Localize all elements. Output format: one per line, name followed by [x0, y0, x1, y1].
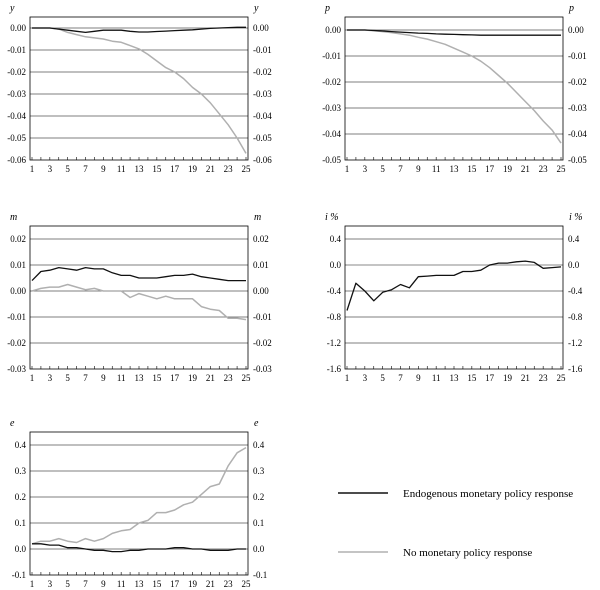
panel-1-xtick-label: 19	[188, 164, 197, 174]
panel-4-variable-label-right: i %	[569, 212, 583, 223]
panel-3-variable-label-left: m	[10, 212, 18, 223]
panel-2-xtick-label: 9	[416, 164, 421, 174]
panel-3-frame	[30, 226, 248, 369]
panel-2-series-endogenous	[347, 30, 561, 35]
panel-4-xtick-label: 13	[449, 373, 459, 383]
panel-2-xtick-label: 23	[538, 164, 548, 174]
panel-3-xtick-label: 21	[205, 373, 215, 383]
panel-1-ytick-left: -0.05	[7, 133, 26, 143]
panel-3	[7, 212, 272, 383]
panel-3-xtick-label: 3	[47, 373, 53, 383]
panel-1-ytick-right: -0.04	[253, 111, 272, 121]
panel-2-variable-label-left: p	[325, 3, 330, 14]
panel-3-series-no-policy	[32, 285, 246, 320]
panel-2-ytick-left: -0.01	[322, 51, 341, 61]
panel-5-ytick-left: 0.0	[14, 544, 26, 554]
panel-1	[7, 3, 272, 174]
panel-4-xtick-label: 7	[398, 373, 403, 383]
panel-1-xtick-label: 17	[170, 164, 180, 174]
panel-3-ytick-left: 0.00	[10, 286, 26, 296]
panel-1-variable-label-left: y	[10, 3, 15, 14]
panel-2-xtick-label: 21	[520, 164, 530, 174]
panel-4-xtick-label: 3	[362, 373, 368, 383]
panel-4-ytick-left: -0.4	[326, 286, 341, 296]
panel-5-xtick-label: 25	[241, 579, 251, 589]
panel-1-variable-label-right: y	[254, 3, 259, 14]
panel-3-xtick-label: 5	[65, 373, 70, 383]
panel-5-ytick-left: 0.4	[14, 440, 26, 450]
panel-5-xtick-label: 7	[83, 579, 88, 589]
panel-1-xtick-label: 1	[29, 164, 35, 174]
panel-1-xtick-label: 11	[116, 164, 126, 174]
panel-2-xtick-label: 17	[485, 164, 495, 174]
panel-3-ytick-right: -0.01	[253, 312, 272, 322]
panel-5-series-endogenous	[32, 544, 246, 552]
panel-1-ytick-left: -0.02	[7, 67, 26, 77]
panel-1-xtick-label: 23	[223, 164, 233, 174]
panel-5-ytick-left: 0.3	[14, 466, 26, 476]
panel-3-xtick-label: 23	[223, 373, 233, 383]
panel-3-ytick-right: -0.02	[253, 338, 272, 348]
panel-5-variable-label-right: e	[254, 418, 259, 429]
panel-1-xtick-label: 9	[101, 164, 106, 174]
panel-1-ytick-right: -0.02	[253, 67, 272, 77]
panel-5-ytick-right: 0.1	[253, 518, 265, 528]
panel-4-xtick-label: 19	[503, 373, 512, 383]
panel-2-series-no-policy	[347, 30, 561, 143]
panel-1-ytick-left: -0.06	[7, 155, 26, 165]
panel-5-ytick-right: -0.1	[253, 570, 268, 580]
panel-2-xtick-label: 15	[467, 164, 477, 174]
panel-1-xtick-label: 3	[47, 164, 53, 174]
panel-3-xtick-label: 25	[241, 373, 251, 383]
panel-5-xtick-label: 1	[29, 579, 35, 589]
panel-2-xtick-label: 19	[503, 164, 512, 174]
panel-4-series-endogenous	[347, 261, 561, 310]
panel-2-ytick-left: -0.02	[322, 77, 341, 87]
panel-5-xtick-label: 9	[101, 579, 106, 589]
panel-5-ytick-right: 0.0	[253, 544, 265, 554]
panel-2-ytick-right: -0.04	[568, 129, 587, 139]
legend	[338, 488, 573, 559]
panel-1-frame	[30, 17, 248, 160]
panel-2-ytick-left: -0.05	[322, 155, 341, 165]
panel-4-ytick-right: 0.4	[568, 234, 580, 244]
panel-2-ytick-left: -0.04	[322, 129, 341, 139]
panel-2-ytick-right: -0.05	[568, 155, 587, 165]
panel-1-ytick-left: 0.00	[10, 23, 26, 33]
panel-3-ytick-left: -0.02	[7, 338, 26, 348]
panel-1-series-no-policy	[32, 28, 246, 153]
panel-5-xtick-label: 13	[134, 579, 144, 589]
panel-4-ytick-left: -1.2	[326, 338, 341, 348]
panel-2-ytick-right: -0.02	[568, 77, 587, 87]
panel-3-ytick-right: 0.00	[253, 286, 269, 296]
panel-5-ytick-right: 0.4	[253, 440, 265, 450]
panel-4-xtick-label: 1	[344, 373, 350, 383]
panel-4-variable-label-left: i %	[325, 212, 339, 223]
panel-1-ytick-right: -0.01	[253, 45, 272, 55]
panel-2-xtick-label: 25	[556, 164, 566, 174]
panel-5-xtick-label: 3	[47, 579, 53, 589]
panel-2-variable-label-right: p	[569, 3, 574, 14]
panel-5-ytick-left: 0.1	[14, 518, 26, 528]
panel-2-xtick-label: 13	[449, 164, 459, 174]
panel-3-xtick-label: 15	[152, 373, 162, 383]
panel-2-xtick-label: 5	[380, 164, 385, 174]
panel-5-xtick-label: 17	[170, 579, 180, 589]
panel-3-xtick-label: 9	[101, 373, 106, 383]
panel-5-frame	[30, 432, 248, 575]
panel-3-xtick-label: 11	[116, 373, 126, 383]
panel-3-xtick-label: 13	[134, 373, 144, 383]
panel-4-ytick-left: -1.6	[326, 364, 341, 374]
panel-3-ytick-right: 0.02	[253, 234, 269, 244]
panel-4-ytick-left: -0.8	[326, 312, 341, 322]
panel-3-xtick-label: 19	[188, 373, 197, 383]
panel-4-xtick-label: 25	[556, 373, 566, 383]
panel-5-xtick-label: 21	[205, 579, 215, 589]
panel-4-ytick-left: 0.4	[329, 234, 341, 244]
panel-3-variable-label-right: m	[254, 212, 262, 223]
panel-5-ytick-right: 0.3	[253, 466, 265, 476]
panel-3-ytick-left: 0.01	[10, 260, 26, 270]
panel-2-xtick-label: 7	[398, 164, 403, 174]
panel-2-xtick-label: 3	[362, 164, 368, 174]
panel-4	[325, 212, 583, 383]
panel-2-xtick-label: 1	[344, 164, 350, 174]
panel-4-xtick-label: 11	[431, 373, 441, 383]
panel-3-ytick-left: 0.02	[10, 234, 26, 244]
panel-2-ytick-left: -0.03	[322, 103, 341, 113]
panel-1-ytick-left: -0.04	[7, 111, 26, 121]
panel-4-ytick-right: -1.2	[568, 338, 583, 348]
panel-4-xtick-label: 5	[380, 373, 385, 383]
panel-1-ytick-right: -0.06	[253, 155, 272, 165]
panel-4-xtick-label: 21	[520, 373, 530, 383]
panel-5-xtick-label: 11	[116, 579, 126, 589]
panel-4-xtick-label: 9	[416, 373, 421, 383]
panel-4-xtick-label: 15	[467, 373, 477, 383]
panel-1-ytick-right: 0.00	[253, 23, 269, 33]
panel-1-xtick-label: 13	[134, 164, 144, 174]
panel-5-xtick-label: 23	[223, 579, 233, 589]
panel-1-ytick-right: -0.03	[253, 89, 272, 99]
legend-label-no-policy: No monetary policy response	[403, 547, 533, 559]
panel-2-ytick-left: 0.00	[325, 25, 341, 35]
panel-1-ytick-right: -0.05	[253, 133, 272, 143]
panel-4-ytick-left: 0.0	[329, 260, 341, 270]
panel-3-series-endogenous	[32, 268, 246, 281]
panel-3-xtick-label: 1	[29, 373, 35, 383]
panel-4-ytick-right: -0.4	[568, 286, 583, 296]
panel-3-ytick-left: -0.01	[7, 312, 26, 322]
panel-5-ytick-left: 0.2	[14, 492, 26, 502]
panel-5-ytick-right: 0.2	[253, 492, 265, 502]
panel-2-xtick-label: 11	[431, 164, 441, 174]
panel-5-xtick-label: 15	[152, 579, 162, 589]
panel-3-ytick-left: -0.03	[7, 364, 26, 374]
panel-2-ytick-right: -0.01	[568, 51, 587, 61]
panel-3-ytick-right: 0.01	[253, 260, 269, 270]
panel-4-xtick-label: 17	[485, 373, 495, 383]
legend-label-endogenous: Endogenous monetary policy response	[403, 488, 574, 500]
panel-1-xtick-label: 21	[205, 164, 215, 174]
panel-3-xtick-label: 7	[83, 373, 88, 383]
panel-5-series-no-policy	[32, 448, 246, 544]
panel-1-xtick-label: 5	[65, 164, 70, 174]
panel-3-xtick-label: 17	[170, 373, 180, 383]
panel-4-ytick-right: 0.0	[568, 260, 580, 270]
panel-1-xtick-label: 7	[83, 164, 88, 174]
panel-1-xtick-label: 25	[241, 164, 251, 174]
panel-5-xtick-label: 19	[188, 579, 197, 589]
panel-1-xtick-label: 15	[152, 164, 162, 174]
panel-4-xtick-label: 23	[538, 373, 548, 383]
panel-5-variable-label-left: e	[10, 418, 15, 429]
panel-2-ytick-right: -0.03	[568, 103, 587, 113]
panel-5-xtick-label: 5	[65, 579, 70, 589]
panel-2-frame	[345, 17, 563, 160]
panel-4-ytick-right: -1.6	[568, 364, 583, 374]
panel-5	[10, 418, 267, 589]
panel-2	[322, 3, 587, 174]
panel-1-ytick-left: -0.03	[7, 89, 26, 99]
panel-3-ytick-right: -0.03	[253, 364, 272, 374]
panel-1-ytick-left: -0.01	[7, 45, 26, 55]
panel-5-ytick-left: -0.1	[11, 570, 26, 580]
panel-4-ytick-right: -0.8	[568, 312, 583, 322]
panel-2-ytick-right: 0.00	[568, 25, 584, 35]
